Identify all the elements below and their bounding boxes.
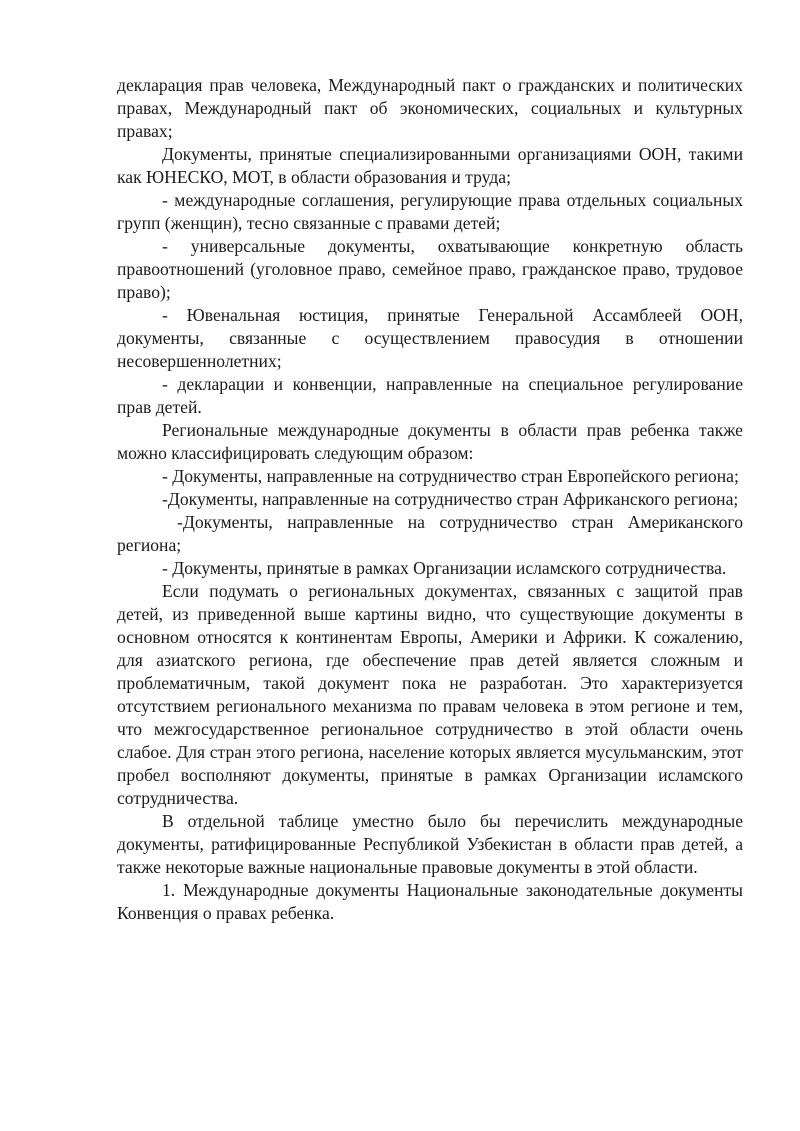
list-item-declarations: - декларации и конвенции, направленные на специальное регулирование прав детей. [117,374,743,417]
list-item-islamic: - Документы, принятые в рамках Организации исламского сотрудничества. [162,558,727,578]
paragraph-2: Документы, принятые специализированными организациями ООН, такими как ЮНЕСКО, МОТ, в области образования и труда; [117,144,743,187]
numbered-item-1: 1. Международные документы Национальные законодательные документы Конвенция о правах ребенка. [117,880,743,923]
list-item-american: -Документы, направленные на сотрудничество стран Американского региона; [117,512,743,555]
list-item-juvenile-justice: - Ювенальная юстиция, принятые Генеральной Ассамблеей ООН, документы, связанные с осуществлением правосудия в отношении несовершеннолетних; [117,305,743,371]
list-item-social-groups: - международные соглашения, регулирующие права отдельных социальных групп (женщин), тесно связанные с правами детей; [117,190,743,233]
list-item-african: -Документы, направленные на сотрудничество стран Африканского региона; [162,489,739,509]
paragraph-regional: Региональные международные документы в области прав ребенка также можно классифицировать следующим образом: [117,420,743,463]
list-item-european: - Документы, направленные на сотрудничество стран Европейского региона; [162,466,739,486]
paragraph-regional-analysis: Если подумать о региональных документах, связанных с защитой прав детей, из приведенной выше картины видно, что существующие документы в основном относятся к континентам Европы, Америки и Африки. К сожалению, для азиатского региона, где обеспечение прав детей является сложным и проблематичным, такой документ пока не разработан. Это характеризуется отсутствием регионального механизма по правам человека в этом регионе и тем, что межгосударственное региональное сотрудничество в этой области очень слабое. Для стран этого региона, население которых является мусульманским, этот пробел восполняют документы, принятые в рамках Организации исламского сотрудничества. [117,581,743,808]
list-item-universal-documents: - универсальные документы, охватывающие конкретную область правоотношений (уголовное право, семейное право, гражданское право, трудовое право); [117,236,743,302]
paragraph-1: декларация прав человека, Международный пакт о гражданских и политических правах, Международный пакт об экономических, социальных и культурных правах; [117,75,743,141]
paragraph-table-intro: В отдельной таблице уместно было бы перечислить международные документы, ратифицированные Республикой Узбекистан в области прав детей, а также некоторые важные национальные правовые документы в этой области. [117,811,743,877]
document-page [117,74,743,925]
